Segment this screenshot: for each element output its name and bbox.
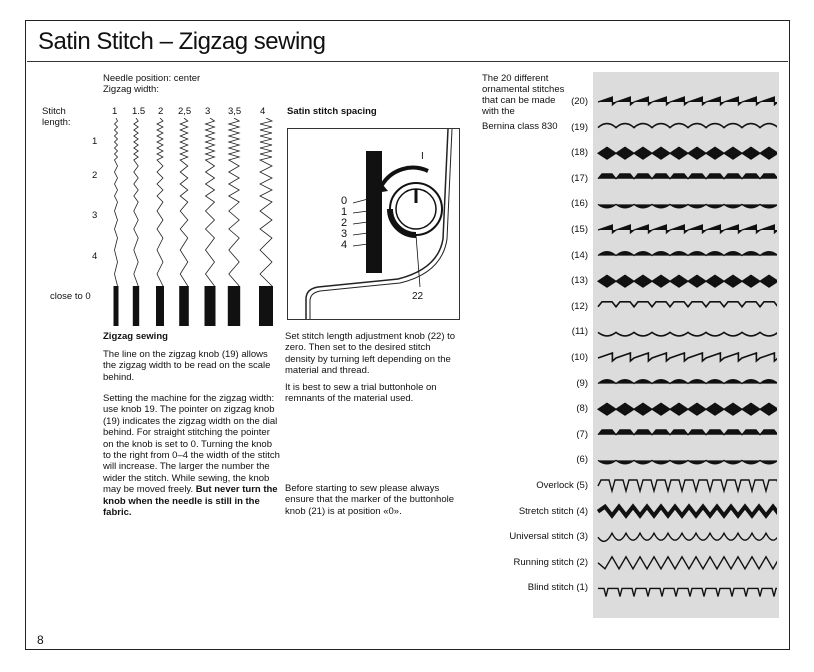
ornamental-stitch-sample (598, 97, 777, 105)
stitch-name: Stretch stitch (518, 505, 574, 517)
zigzag-paragraph-2-text: Setting the machine for the zigzag width: use knob 19. The pointer on zigzag knob (19) indicates the zigzag width on the dial behind. For straight stitching the pointer on the knob is set to 0. Turning the knob to the right from 0–4 the width of the stitch will increase. The larger the number the wider the stitch. While sewing, the knob may be moved freely. (103, 393, 280, 496)
stitch-number-label: (17) (571, 172, 588, 184)
dial-pointer-mark: I (421, 151, 424, 162)
stitch-number-label: (13) (571, 275, 588, 287)
spacing-paragraph-2: It is best to sew a trial buttonhole on remnants of the material used. (285, 382, 437, 405)
ornamental-stitch-sample (598, 124, 777, 128)
width-tick-2-5: 2,5 (178, 106, 192, 117)
ornamental-stitch-sample (598, 174, 777, 179)
ornamental-intro-1: The 20 different (482, 73, 549, 84)
satin-stitch-block (156, 286, 164, 326)
ornamental-intro-4: with the (482, 106, 515, 117)
ornamental-intro-5: Bernina class 830 (482, 121, 558, 132)
stitch-number-label: (19) (571, 122, 588, 133)
stitch-name: Running stitch (513, 556, 574, 568)
named-stitch-label (514, 557, 588, 568)
zigzag-width-label: Zigzag width: (103, 84, 159, 95)
ornamental-stitch-sample (598, 460, 777, 464)
utility-stitch-sample (598, 480, 777, 491)
zigzag-sample-line (260, 118, 272, 286)
stitch-number-label: (14) (571, 249, 588, 261)
satin-stitch-block (205, 286, 216, 326)
stitch-name: Blind stitch (527, 582, 574, 594)
width-tick-1-5: 1.5 (132, 106, 146, 117)
ornamental-stitch-sample (598, 403, 777, 415)
stitch-number-label: (12) (571, 300, 588, 312)
length-tick-1: 1 (92, 136, 98, 147)
width-tick-3-5: 3,5 (228, 106, 242, 117)
length-tick-2: 2 (92, 170, 98, 181)
zigzag-sample-line (157, 118, 163, 286)
dial-number-4: 4 (341, 239, 348, 251)
stitch-length-label-1: Stitch (42, 106, 66, 117)
named-stitch-label (509, 531, 588, 542)
stitch-number-label: (20) (571, 96, 588, 107)
dial-illustration (287, 128, 460, 320)
stitch-ref: (4) (576, 505, 588, 517)
ornamental-stitch-sample (598, 302, 777, 307)
stitch-number-label: (18) (571, 147, 588, 159)
satin-stitch-block (114, 286, 119, 326)
satin-spacing-heading: Satin stitch spacing (287, 106, 377, 117)
stitch-length-label-2: length: (42, 117, 71, 128)
spacing-paragraph-1: Set stitch length adjustment knob (22) to zero. Then set to the desired stitch density by turning left depending on the material and thread. (285, 331, 456, 377)
width-tick-3: 3 (205, 106, 211, 117)
ornamental-stitch-samples (595, 72, 777, 618)
stitch-number-label: (15) (571, 224, 588, 235)
utility-stitch-sample (598, 588, 777, 596)
needle-position-label: Needle position: center (103, 73, 201, 84)
dial-number-3: 3 (341, 228, 348, 240)
zigzag-paragraph-2 (103, 393, 281, 518)
length-tick-3: 3 (92, 210, 98, 221)
zigzag-sample-line (115, 118, 118, 286)
ornamental-stitch-sample (598, 430, 777, 435)
zigzag-paragraph-1: The line on the zigzag knob (19) allows the zigzag width to be read on the scale behind. (103, 349, 271, 383)
dial-number-2: 2 (341, 217, 348, 229)
zigzag-sewing-heading: Zigzag sewing (103, 331, 168, 342)
ornamental-stitch-sample (598, 252, 777, 256)
ornamental-intro-2: ornamental stitches (482, 84, 565, 95)
zigzag-width-chart (100, 118, 280, 330)
stitch-name: Universal stitch (509, 531, 574, 543)
ornamental-intro-3: that can be made (482, 95, 556, 106)
stitch-number-label: (9) (576, 377, 588, 389)
stitch-number-label: (11) (571, 326, 588, 338)
dial-number-1: 1 (341, 206, 348, 218)
length-tick-4: 4 (92, 251, 98, 262)
width-tick-2: 2 (158, 106, 164, 117)
stitch-number-label: (7) (576, 428, 588, 440)
ornamental-stitch-sample (598, 225, 777, 233)
dial-number-0: 0 (341, 195, 348, 207)
utility-stitch-sample (598, 507, 777, 516)
satin-stitch-block (133, 286, 139, 326)
stitch-ref: (3) (576, 531, 588, 543)
stitch-name: Overlock (536, 480, 574, 491)
knob-reference: 22 (412, 291, 424, 302)
page-number: 8 (37, 633, 44, 647)
ornamental-stitch-sample (598, 353, 777, 361)
named-stitch-label (519, 506, 588, 517)
stitch-ref: (2) (576, 556, 588, 568)
ornamental-stitch-sample (598, 204, 777, 208)
ornamental-stitch-sample (598, 332, 777, 336)
stitch-number-label: (6) (576, 454, 588, 466)
utility-stitch-sample (598, 533, 777, 541)
named-stitch-label (536, 480, 588, 491)
length-tick-close-to-0: close to 0 (50, 291, 91, 302)
utility-stitch-sample (598, 557, 777, 569)
width-tick-4: 4 (260, 106, 266, 117)
stitch-number-label: (10) (571, 352, 588, 363)
title-divider (27, 61, 788, 62)
page-title: Satin Stitch – Zigzag sewing (38, 28, 326, 55)
ornamental-stitch-sample (598, 147, 777, 159)
stitch-scale-strip (366, 151, 382, 273)
ornamental-stitch-sample (598, 380, 777, 384)
zigzag-warning: But never turn the knob when the needle is still in the fabric. (103, 484, 278, 519)
named-stitch-label (528, 582, 588, 593)
zigzag-sample-line (180, 118, 188, 286)
spacing-paragraph-3: Before starting to sew please always ensure that the marker of the buttonhole knob (21) is at position «0». (285, 483, 454, 517)
width-tick-1: 1 (112, 106, 118, 117)
turn-arrow (382, 168, 428, 185)
stitch-number-label: (16) (571, 198, 588, 210)
ornamental-stitch-sample (598, 275, 777, 287)
satin-stitch-block (179, 286, 189, 326)
zigzag-sample-line (134, 118, 138, 286)
zigzag-sample-line (206, 118, 215, 286)
stitch-ref: (5) (576, 480, 588, 491)
zigzag-sample-line (229, 118, 239, 286)
stitch-ref: (1) (576, 582, 588, 594)
stitch-number-label: (8) (576, 403, 588, 415)
satin-stitch-block (259, 286, 273, 326)
satin-stitch-block (228, 286, 240, 326)
